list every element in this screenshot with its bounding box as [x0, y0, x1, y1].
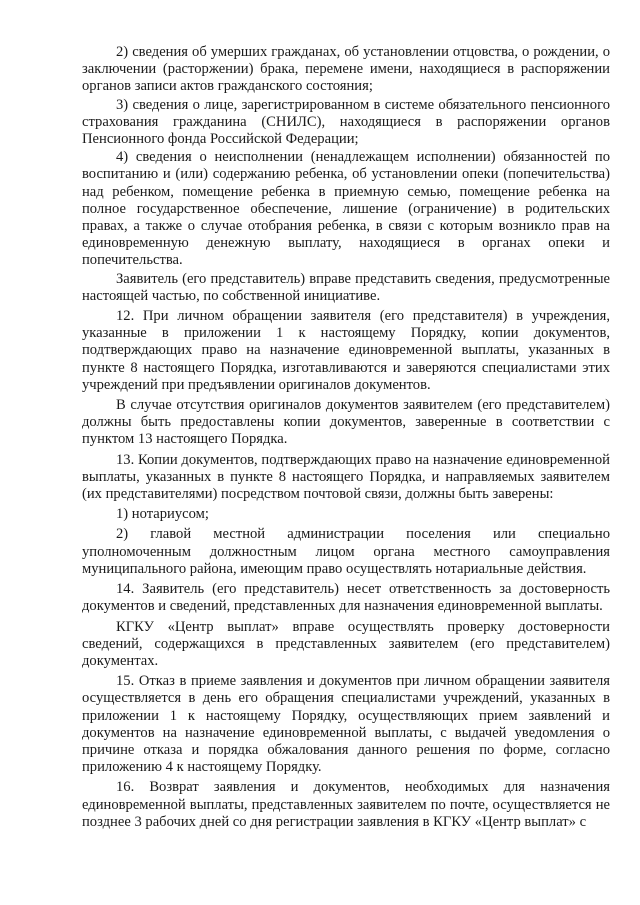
- paragraph-clause-12: 12. При личном обращении заявителя (его представителя) в учреждения, указанные в приложении 1 к настоящему Порядку, копии документов, подтверждающих право на назначение единовременной выплаты, указанных в пункте 8 настоящего Порядка, изготавливаются и заверяются специалистами этих учреждений при предъявлении оригиналов документов.: [82, 308, 610, 393]
- paragraph-clause-15: 15. Отказ в приеме заявления и документов при личном обращении заявителя осуществляется в день его обращения специалистами учреждений, указанных в приложении 1 к настоящему Порядку, осуществляющих прием заявлений и документов на назначение единовременной выплаты, с выдачей уведомления о причине отказа и порядка обжалования данного решения по форме, согласно приложению 4 к настоящему Порядку.: [82, 673, 610, 776]
- paragraph-clause-13-item-2: 2) главой местной администрации поселения или специально уполномоченным должностным лицом органа местного самоуправления муниципального района, имеющим право осуществлять нотариальные действия.: [82, 526, 610, 577]
- paragraph-applicant-right: Заявитель (его представитель) вправе представить сведения, предусмотренные настоящей частью, по собственной инициативе.: [82, 270, 610, 304]
- document-page: [82, 44, 610, 831]
- paragraph-clause-16: 16. Возврат заявления и документов, необходимых для назначения единовременной выплаты, представленных заявителем по почте, осуществляется не позднее 3 рабочих дней со дня регистрации заявления в КГКУ «Центр выплат» с: [82, 779, 610, 830]
- paragraph-verification: КГКУ «Центр выплат» вправе осуществлять проверку достоверности сведений, содержащихся в представленных заявителем (его представителем) документах.: [82, 618, 610, 669]
- paragraph-item-3: 3) сведения о лице, зарегистрированном в системе обязательного пенсионного страхования гражданина (СНИЛС), находящиеся в распоряжении органов Пенсионного фонда Российской Федерации;: [82, 96, 610, 148]
- paragraph-clause-13: 13. Копии документов, подтверждающих право на назначение единовременной выплаты, указанных в пункте 8 настоящего Порядка, и направляемых заявителем (их представителями) посредством почтовой связи, должны быть заверены:: [82, 451, 610, 503]
- paragraph-clause-13-item-1: 1) нотариусом;: [116, 506, 209, 523]
- paragraph-item-2: 2) сведения об умерших гражданах, об установлении отцовства, о рождении, о заключении (расторжении) брака, перемене имени, находящиеся в распоряжении органов записи актов гражданского состояния;: [82, 44, 610, 95]
- paragraph-item-4: 4) сведения о неисполнении (ненадлежащем исполнении) обязанностей по воспитанию и (или) содержанию ребенка, об установлении опеки (попечительства) над ребенком, помещение ребенка в приемную семью, помещение ребенка на полное государственное обеспечение, лишение (ограничение) в родительских правах, а также о случае отобрания ребенка, в связи с которым возникло прав на единовременную денежную выплату, находящиеся в органах опеки и попечительства.: [82, 149, 610, 269]
- paragraph-clause-14: 14. Заявитель (его представитель) несет ответственность за достоверность документов и сведений, представленных для назначения единовременной выплаты.: [82, 581, 610, 615]
- paragraph-clause-12-copies: В случае отсутствия оригиналов документов заявителем (его представителем) должны быть предоставлены копии документов, заверенные в соответствии с пунктом 13 настоящего Порядка.: [82, 397, 610, 448]
